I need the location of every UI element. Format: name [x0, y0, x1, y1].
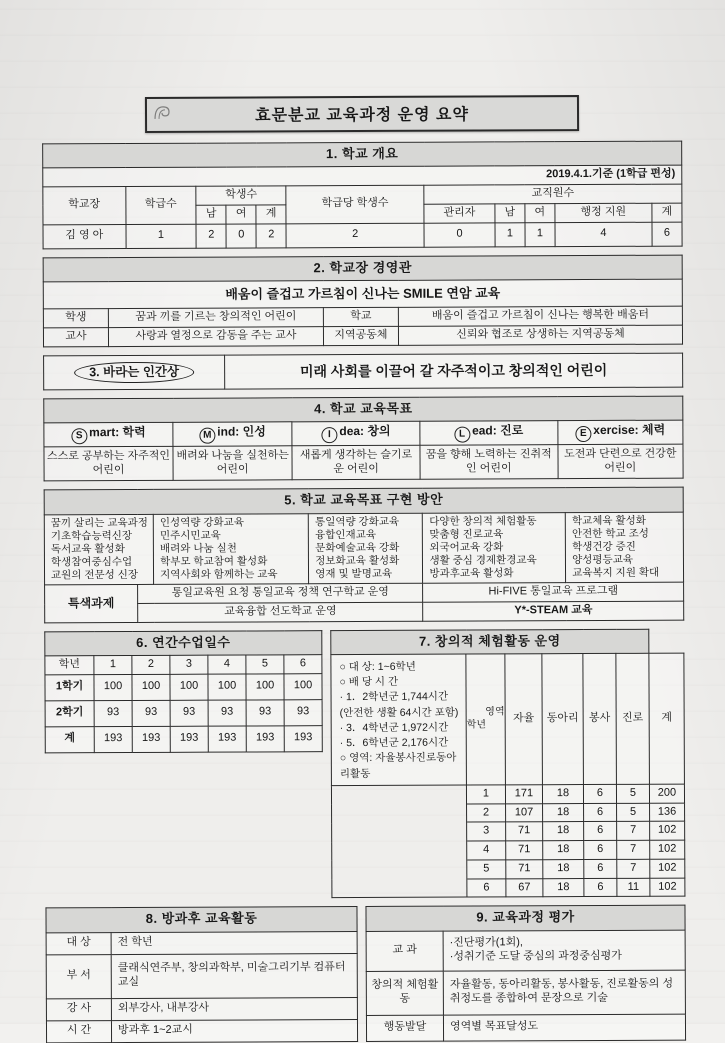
- document-title-banner: [145, 95, 579, 133]
- table-row: [45, 673, 322, 700]
- term-value: 100: [132, 674, 170, 700]
- goal-smart: [44, 423, 173, 448]
- header-manager: 관리자: [424, 204, 495, 223]
- creative-value: 5: [616, 784, 649, 803]
- term-value: 93: [132, 700, 170, 726]
- afterschool-value: 방과후 1~2교시: [111, 1019, 357, 1042]
- row-label-student: 학생: [43, 309, 108, 328]
- school-overview-table: [42, 141, 682, 249]
- table-row: [45, 725, 322, 752]
- grade-header: 4: [208, 655, 246, 674]
- table-row: [331, 784, 684, 804]
- impl-item: 배려와 나눔 실천: [159, 542, 237, 555]
- creative-grade: 6: [467, 878, 506, 897]
- goal-desc-lead: 꿈을 향해 노력하는 진취적인 어린이: [420, 445, 558, 480]
- term-label: 2학기: [45, 700, 94, 726]
- special-task-1-left: 통일교육원 요청 통일교육 정책 연구학교 운영: [138, 583, 424, 603]
- table-row: [332, 859, 685, 879]
- goal-initial-e: E: [575, 426, 591, 442]
- impl-item: 인성역량 강화교육: [159, 516, 244, 529]
- impl-item: 교원의 전문성 신장: [51, 569, 139, 582]
- value-principal: 김 영 아: [43, 224, 126, 248]
- creative-value: 18: [542, 784, 583, 803]
- term-value: 93: [94, 700, 132, 726]
- goal-implementation-table: [44, 487, 685, 623]
- creative-value: 102: [650, 859, 685, 878]
- impl-item: 영재 및 발명교육: [315, 568, 393, 581]
- goal-exercise: [557, 420, 682, 445]
- value-per-class: 2: [286, 223, 424, 248]
- section-row-8-9: [45, 905, 686, 1043]
- goal-lead: [420, 421, 558, 446]
- bullet-item: ○ 대 상: 1~6학년: [339, 660, 416, 674]
- creative-experiential-table: [330, 628, 685, 898]
- impl-item: 안전한 학교 조성: [571, 527, 649, 540]
- afterschool-label: 부 서: [46, 954, 111, 998]
- desired-student-image-table: [43, 352, 683, 390]
- term-value: 100: [284, 673, 322, 699]
- section8-heading: 8. 방과후 교육활동: [46, 907, 357, 933]
- section-annual-school-days: [44, 630, 323, 900]
- decorative-swirl-icon: [153, 103, 179, 121]
- header-student-total: 계: [256, 205, 286, 224]
- document-sheet: [42, 95, 686, 1043]
- creative-value: 7: [617, 859, 650, 878]
- term-value: 100: [94, 674, 132, 700]
- annual-school-days-table: [44, 630, 323, 753]
- header-female: 여: [226, 205, 256, 224]
- section-afterschool: [45, 906, 358, 1043]
- section6-heading: 6. 연간수업일수: [45, 630, 322, 655]
- bullet-item: ○ 영역: 자율봉사진로동아리활동: [339, 751, 457, 780]
- section4-heading: 4. 학교 교육목표: [44, 396, 683, 423]
- row-value-teacher: 사랑과 열정으로 감동을 주는 교사: [108, 326, 323, 346]
- table-row: [46, 953, 357, 998]
- creative-value: 6: [584, 803, 617, 822]
- goal-initial-m: M: [199, 428, 215, 444]
- goal-idea: [292, 422, 420, 447]
- header-admin: 행정 지원: [555, 203, 652, 222]
- section3-label: 3. 바라는 인간상: [74, 361, 194, 383]
- creative-value: 136: [650, 803, 685, 822]
- section9-heading: 9. 교육과정 평가: [366, 905, 685, 931]
- creative-value: 7: [617, 822, 650, 841]
- creative-value: 18: [543, 822, 584, 841]
- value-teacher-female: 1: [525, 222, 555, 246]
- value-teacher-male: 1: [495, 222, 525, 246]
- creative-corner-cell: [466, 654, 506, 785]
- creative-value: 71: [506, 822, 543, 841]
- impl-item: 문화예술교육 강화: [315, 541, 400, 555]
- creative-value: 6: [583, 784, 616, 803]
- section2-heading: 2. 학교장 경영관: [43, 255, 682, 282]
- impl-column-5: [565, 512, 683, 583]
- goal-key-exercise: xercise: 체력: [593, 423, 666, 438]
- term-value: 93: [208, 700, 246, 726]
- curriculum-evaluation-table: [365, 905, 686, 1042]
- creative-value: 71: [506, 859, 543, 878]
- school-days-corner: 학년: [45, 656, 94, 675]
- row-label-teacher: 교사: [43, 327, 108, 346]
- afterschool-table: [45, 906, 358, 1043]
- grade-header: 2: [132, 655, 170, 674]
- term-value: 93: [170, 700, 208, 726]
- header-student-count: 학생수: [196, 186, 286, 205]
- creative-grade: 1: [466, 785, 505, 804]
- impl-item: 외국어교육 강화: [429, 541, 504, 554]
- goal-key-mind: ind: 인성: [217, 424, 266, 440]
- section-row-6-7: [44, 628, 685, 899]
- afterschool-value: 전 학년: [111, 931, 357, 954]
- table-row: [332, 803, 685, 823]
- header-staff-total: 계: [652, 203, 682, 222]
- term-value: 193: [170, 726, 208, 752]
- header-staff-count: 교직원수: [424, 184, 682, 204]
- impl-item: 방과후교육 활성화: [429, 567, 514, 580]
- term-value: 100: [170, 674, 208, 700]
- creative-corner-bottom: 학년: [466, 719, 487, 731]
- impl-item: 교육복지 지원 확대: [572, 566, 660, 580]
- value-male: 2: [196, 224, 226, 248]
- impl-item: 꿈끼 살리는 교육과정: [50, 516, 148, 529]
- impl-item: 정보화교육 활성화: [315, 554, 400, 568]
- row-value-school: 배움이 즐겁고 가르침이 신나는 행복한 배움터: [398, 306, 682, 326]
- section1-heading: 1. 학교 개요: [43, 141, 682, 168]
- row-label-community: 지역공동체: [323, 326, 398, 345]
- term-label: 계: [45, 726, 94, 752]
- creative-value: 6: [584, 822, 617, 841]
- value-class-count: 1: [125, 224, 196, 248]
- section3-value: 미래 사회를 이끌어 갈 자주적이고 창의적인 어린이: [225, 353, 683, 390]
- goal-initial-l: L: [454, 427, 470, 443]
- evaluation-label: 교 과: [366, 931, 443, 971]
- creative-grade: 2: [467, 803, 506, 822]
- impl-item: 생활 중심 경제환경교육: [429, 554, 537, 567]
- term-value: 93: [284, 699, 322, 725]
- afterschool-value: 클래식연주부, 창의과학부, 미술그리기부 컴퓨터교실: [111, 953, 357, 998]
- impl-item: 학부모 학교참여 활성화: [160, 555, 268, 568]
- impl-item: 맞춤형 진로교육: [429, 528, 504, 541]
- section1-note: 2019.4.1.기준 (1학급 편성): [43, 165, 682, 187]
- impl-item: 학생참여중심수업: [50, 556, 133, 569]
- goal-key-lead: ead: 진로: [472, 423, 524, 438]
- creative-grade: 5: [467, 860, 506, 879]
- afterschool-value: 외부강사, 내부강사: [111, 997, 357, 1020]
- principal-philosophy-table: [43, 254, 683, 347]
- evaluation-value: 영역별 목표달성도: [443, 1014, 685, 1041]
- creative-value: 171: [505, 784, 542, 803]
- creative-header: 계: [649, 653, 685, 784]
- impl-item: 학생건강 증진: [572, 540, 636, 553]
- term-value: 193: [246, 726, 284, 752]
- creative-header: 진로: [616, 653, 650, 784]
- creative-value: 7: [617, 840, 650, 859]
- term-value: 100: [208, 674, 246, 700]
- grade-header: 5: [246, 655, 284, 674]
- impl-item: 통일역량 강화교육: [315, 515, 400, 528]
- section-curriculum-evaluation: [365, 905, 686, 1042]
- table-row: [366, 1014, 685, 1041]
- creative-value: 18: [543, 878, 584, 897]
- special-task-label: 특색과제: [45, 585, 138, 623]
- evaluation-value: ·진단평가(1회), ·성취기준 도달 중심의 과정중심평가: [443, 930, 685, 971]
- goal-key-idea: dea: 창의: [339, 424, 391, 439]
- creative-header: 동아리: [542, 654, 584, 785]
- creative-value: 107: [506, 803, 543, 822]
- creative-value: 5: [617, 803, 650, 822]
- term-value: 193: [94, 726, 132, 752]
- goal-desc-idea: 새롭게 생각하는 슬기로운 어린이: [292, 446, 420, 481]
- term-value: 193: [132, 726, 170, 752]
- grade-header: 3: [170, 655, 208, 674]
- header-principal: 학교장: [43, 187, 126, 225]
- creative-grade: 4: [467, 841, 506, 860]
- evaluation-value: 자율활동, 동아리활동, 봉사활동, 진로활동의 성취정도를 종합하여 문장으로 기술: [443, 970, 685, 1015]
- goal-key-smart: mart: 학력: [89, 425, 146, 440]
- table-row: [366, 970, 685, 1015]
- creative-value: 6: [584, 878, 617, 897]
- creative-value: 18: [543, 859, 584, 878]
- table-row: [366, 930, 685, 971]
- table-row: [46, 997, 357, 1020]
- row-value-community: 신뢰와 협조로 상생하는 지역공동체: [398, 325, 682, 345]
- creative-value: 6: [584, 840, 617, 859]
- term-value: 93: [246, 700, 284, 726]
- goal-initial-i: I: [321, 427, 337, 443]
- term-label: 1학기: [45, 674, 94, 700]
- creative-value: 67: [506, 878, 543, 897]
- section5-heading: 5. 학교 교육목표 구현 방안: [44, 487, 683, 514]
- row-label-school: 학교: [323, 307, 398, 326]
- afterschool-label: 대 상: [46, 932, 111, 954]
- grade-header: 6: [284, 655, 322, 674]
- afterschool-label: 강 사: [46, 998, 111, 1020]
- creative-value: 18: [543, 803, 584, 822]
- header-teacher-female: 여: [525, 203, 555, 222]
- creative-value: 102: [650, 878, 685, 897]
- evaluation-label: 행동발달: [366, 1015, 443, 1041]
- value-staff-total: 6: [652, 222, 682, 246]
- row-value-student: 꿈과 끼를 기르는 창의적인 어린이: [108, 308, 323, 328]
- impl-item: 융합인재교육: [315, 528, 376, 541]
- creative-header: 자율: [505, 654, 543, 785]
- impl-item: 기초학습능력신장: [50, 529, 133, 543]
- bullet-item: ○ 배 당 시 간: [339, 676, 399, 689]
- section7-heading: 7. 창의적 체험활동 운영: [331, 629, 649, 655]
- table-row: [332, 821, 685, 841]
- value-student-total: 2: [256, 223, 286, 247]
- impl-column-2: [153, 513, 308, 584]
- term-value: 193: [208, 726, 246, 752]
- section-desired-student-image: [43, 352, 683, 390]
- evaluation-label: 창의적 체험활동: [366, 971, 443, 1015]
- goal-desc-smart: 스스로 공부하는 자주적인 어린이: [44, 447, 173, 482]
- education-goals-table: [43, 396, 683, 482]
- bullet-item: (안전한 생활 64시간 포함): [339, 706, 459, 719]
- special-task-1-right: Hi-FIVE 통일교육 프로그램: [423, 582, 684, 602]
- bullet-item: · 5．6학년군 2,176시간: [339, 736, 449, 750]
- creative-value: 6: [584, 859, 617, 878]
- section-goal-implementation: [44, 487, 685, 623]
- table-row: [332, 840, 685, 860]
- document-title: 효문분교 교육과정 운영 요약: [255, 106, 469, 125]
- creative-value: 18: [543, 841, 584, 860]
- table-row: [46, 931, 357, 954]
- section3-label-cell: [44, 355, 225, 390]
- section2-slogan: 배움이 즐겁고 가르침이 신나는 SMILE 연암 교육: [43, 279, 682, 309]
- bullet-item: · 1．2학년군 1,744시간: [339, 691, 449, 704]
- impl-item: 양성평등교육: [572, 553, 634, 567]
- table-row: [332, 878, 685, 898]
- table-row: [46, 1019, 357, 1042]
- section-school-overview: [42, 141, 682, 249]
- bullet-item: · 3．4학년군 1,972시간: [339, 721, 449, 734]
- impl-item: 다양한 창의적 체험활동: [429, 514, 537, 528]
- section-principal-philosophy: [43, 254, 683, 347]
- afterschool-label: 시 간: [46, 1020, 111, 1042]
- special-task-2-left: 교육융합 선도학교 운영: [138, 602, 424, 622]
- goal-initial-s: S: [71, 429, 87, 445]
- value-female: 0: [226, 223, 256, 247]
- goal-desc-exercise: 도전과 단련으로 건강한 어린이: [558, 444, 684, 479]
- goal-desc-mind: 배려와 나눔을 실천하는 어린이: [173, 446, 292, 481]
- impl-column-4: [423, 512, 566, 583]
- header-male: 남: [196, 205, 226, 224]
- table-row: [45, 699, 322, 726]
- value-manager: 0: [424, 222, 495, 246]
- creative-value: 102: [650, 821, 685, 840]
- special-task-2-right: Y*-STEAM 교육: [423, 601, 684, 621]
- creative-value: 71: [506, 841, 543, 860]
- impl-column-3: [309, 513, 424, 584]
- grade-header: 1: [94, 656, 132, 675]
- section-education-goals: [43, 396, 683, 482]
- creative-header: 봉사: [583, 653, 617, 784]
- creative-bullets: [331, 654, 467, 785]
- header-teacher-male: 남: [495, 204, 525, 223]
- value-admin: 4: [555, 222, 652, 246]
- header-class-count: 학급수: [125, 186, 196, 224]
- term-value: 100: [246, 674, 284, 700]
- impl-item: 지역사회와 함께하는 교육: [160, 568, 278, 582]
- impl-item: 독서교육 활성화: [50, 542, 125, 556]
- impl-item: 학교체육 활성화: [571, 514, 646, 527]
- impl-item: 민주시민교육: [159, 529, 221, 542]
- impl-column-1: [44, 514, 153, 585]
- section-creative-experiential: [330, 628, 685, 898]
- goal-mind: [173, 422, 292, 447]
- creative-corner-top: 영역: [485, 706, 505, 718]
- creative-value: 11: [617, 878, 650, 897]
- creative-value: 200: [649, 784, 684, 803]
- creative-value: 102: [650, 840, 685, 859]
- creative-grade: 3: [467, 822, 506, 841]
- header-per-class: 학급당 학생수: [286, 185, 424, 223]
- term-value: 193: [284, 725, 322, 751]
